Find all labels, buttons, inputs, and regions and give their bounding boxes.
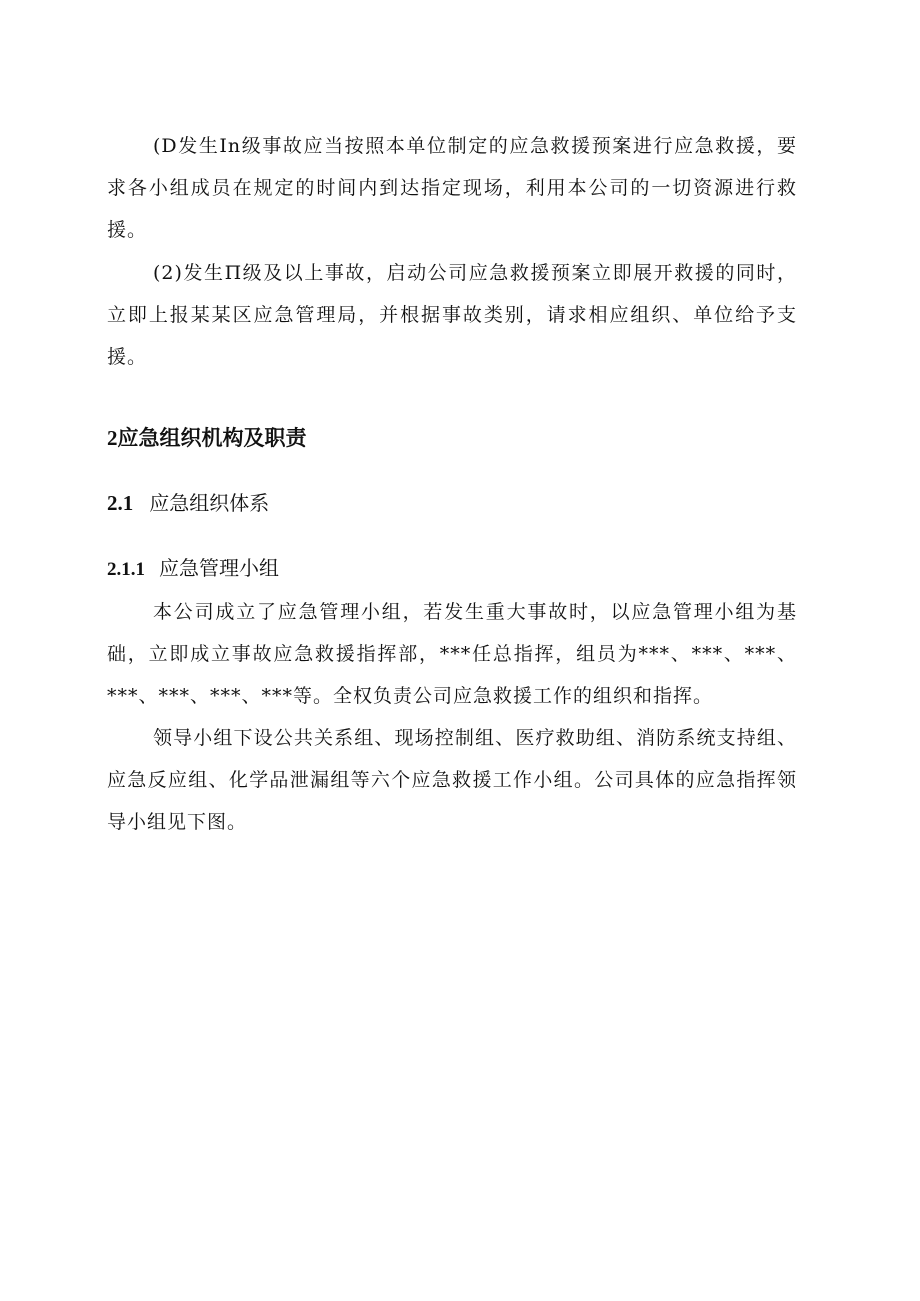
section-title: 应急组织机构及职责 — [117, 426, 307, 450]
paragraph-level-3-accident: (D发生In级事故应当按照本单位制定的应急救援预案进行应急救援，要求各小组成员在规定的时间内到达指定现场，利用本公司的一切资源进行救援。 — [107, 135, 797, 241]
section-heading-2 — [107, 424, 307, 452]
section-title: 应急组织体系 — [149, 491, 270, 515]
section-number: 2.1 — [107, 491, 134, 515]
paragraph-level-2-accident: (2)发生Π级及以上事故，启动公司应急救援预案立即展开救援的同时，立即上报某某区应急管理局，并根据事故类别，请求相应组织、单位给予支援。 — [107, 262, 797, 368]
section-title: 应急管理小组 — [159, 556, 279, 580]
section-number: 2 — [107, 426, 118, 450]
paragraph-working-groups: 领导小组下设公共关系组、现场控制组、医疗救助组、消防系统支持组、应急反应组、化学品泄漏组等六个应急救援工作小组。公司具体的应急指挥领导小组见下图。 — [107, 727, 797, 833]
section-heading-2-1 — [107, 489, 269, 517]
section-heading-2-1-1 — [107, 554, 279, 584]
section-number: 2.1.1 — [107, 559, 145, 580]
paragraph-emergency-team: 本公司成立了应急管理小组，若发生重大事故时，以应急管理小组为基础，立即成立事故应急救援指挥部，***任总指挥，组员为***、***、***、***、***、***、***等。全权负责公司应急救援工作的组织和指挥。 — [107, 601, 797, 707]
